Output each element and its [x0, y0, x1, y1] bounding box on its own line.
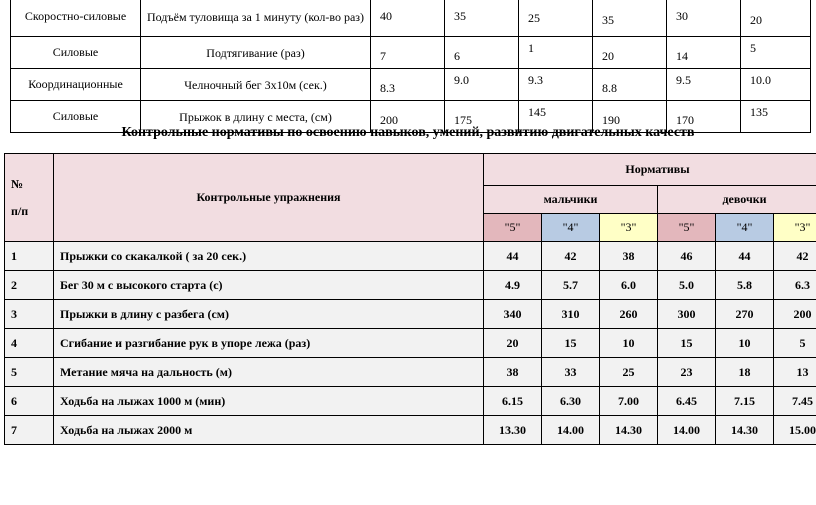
norm-value: 6.30 [542, 387, 600, 416]
exercise-name: Бег 30 м с высокого старта (с) [54, 271, 484, 300]
norm-value: 6.15 [484, 387, 542, 416]
norm-value: 14.00 [542, 416, 600, 445]
value-cell: 200 [371, 105, 445, 137]
norm-value: 13 [774, 358, 816, 387]
exercise-cell: Подтягивание (раз) [141, 37, 371, 69]
header-number-line2: п/п [11, 203, 29, 218]
norm-value: 6.0 [600, 271, 658, 300]
norm-value: 5.7 [542, 271, 600, 300]
norm-value: 15 [542, 329, 600, 358]
norm-value: 20 [484, 329, 542, 358]
category-cell: Силовые [11, 37, 141, 69]
row-number: 6 [5, 387, 54, 416]
value-cell: 5 [741, 33, 811, 65]
norm-value: 260 [600, 300, 658, 329]
row-number: 5 [5, 358, 54, 387]
value-cell: 190 [593, 105, 667, 137]
norm-value: 270 [716, 300, 774, 329]
value-cell: 8.3 [371, 73, 445, 105]
norm-value: 10 [716, 329, 774, 358]
value-cell: 9.5 [667, 65, 741, 97]
top-row [11, 0, 811, 37]
norm-value: 14.30 [716, 416, 774, 445]
top-row [11, 69, 811, 101]
header-number-line1: № [11, 176, 24, 191]
exercise-name: Прыжки в длину с разбега (см) [54, 300, 484, 329]
norm-value: 5 [774, 329, 816, 358]
norm-value: 10 [600, 329, 658, 358]
value-cell: 35 [593, 1, 667, 41]
exercise-cell: Подъём туловища за 1 минуту (кол-во раз) [141, 0, 371, 37]
value-cell: 1 [519, 33, 593, 65]
header-exercise: Контрольные упражнения [54, 154, 484, 242]
top-norms-table [10, 0, 811, 133]
exercise-cell: Прыжок в длину с места, (см) [141, 101, 371, 133]
exercise-name: Метание мяча на дальность (м) [54, 358, 484, 387]
norm-value: 33 [542, 358, 600, 387]
value-cell: 30 [667, 0, 741, 37]
exercise-name: Прыжки со скакалкой ( за 20 сек.) [54, 242, 484, 271]
row-number: 1 [5, 242, 54, 271]
exercise-name: Ходьба на лыжах 1000 м (мин) [54, 387, 484, 416]
grade-boys-3: "3" [600, 214, 658, 242]
table-row [5, 387, 816, 416]
norm-value: 18 [716, 358, 774, 387]
value-cell: 8.8 [593, 73, 667, 105]
table-row [5, 416, 816, 445]
norm-value: 6.3 [774, 271, 816, 300]
table-row [5, 271, 816, 300]
grade-girls-5: "5" [658, 214, 716, 242]
category-cell: Координационные [11, 69, 141, 101]
value-cell: 10.0 [741, 65, 811, 97]
norm-value: 44 [484, 242, 542, 271]
norm-value: 340 [484, 300, 542, 329]
section-title: Контрольные нормативы по освоению навыков, умений, развитию двигательных качеств [121, 125, 695, 140]
norm-value: 14.30 [600, 416, 658, 445]
category-cell: Скоростно-силовые [11, 0, 141, 37]
grade-girls-4: "4" [716, 214, 774, 242]
value-cell: 135 [741, 97, 811, 129]
norm-value: 44 [716, 242, 774, 271]
norm-value: 7.15 [716, 387, 774, 416]
norm-value: 310 [542, 300, 600, 329]
value-cell: 6 [445, 41, 519, 73]
norm-value: 38 [600, 242, 658, 271]
row-number: 4 [5, 329, 54, 358]
value-cell: 9.0 [445, 65, 519, 97]
value-cell: 40 [371, 0, 445, 37]
exercise-cell: Челночный бег 3х10м (сек.) [141, 69, 371, 101]
table-row [5, 242, 816, 271]
grade-girls-3: "3" [774, 214, 816, 242]
row-number: 3 [5, 300, 54, 329]
norm-value: 5.8 [716, 271, 774, 300]
norm-value: 46 [658, 242, 716, 271]
norm-value: 15 [658, 329, 716, 358]
header-norms: Нормативы [484, 154, 816, 186]
grade-boys-4: "4" [542, 214, 600, 242]
value-cell: 35 [445, 0, 519, 37]
value-cell: 25 [519, 0, 593, 39]
norm-value: 200 [774, 300, 816, 329]
table-row [5, 358, 816, 387]
norm-value: 42 [542, 242, 600, 271]
value-cell: 145 [519, 97, 593, 129]
norm-value: 4.9 [484, 271, 542, 300]
table-row [5, 329, 816, 358]
header-girls: девочки [658, 186, 816, 214]
table-row [5, 300, 816, 329]
value-cell: 20 [593, 41, 667, 73]
norm-value: 42 [774, 242, 816, 271]
norm-value: 7.00 [600, 387, 658, 416]
value-cell: 170 [667, 105, 741, 137]
norm-value: 14.00 [658, 416, 716, 445]
exercise-name: Ходьба на лыжах 2000 м [54, 416, 484, 445]
value-cell: 20 [741, 1, 811, 41]
header-number [5, 154, 54, 242]
control-norms-table [4, 153, 816, 445]
norm-value: 38 [484, 358, 542, 387]
norm-value: 6.45 [658, 387, 716, 416]
norm-value: 23 [658, 358, 716, 387]
value-cell: 7 [371, 41, 445, 73]
norm-value: 25 [600, 358, 658, 387]
value-cell: 14 [667, 41, 741, 73]
header-boys: мальчики [484, 186, 658, 214]
norm-value: 300 [658, 300, 716, 329]
exercise-name: Сгибание и разгибание рук в упоре лежа (раз) [54, 329, 484, 358]
norm-value: 13.30 [484, 416, 542, 445]
norm-value: 15.00 [774, 416, 816, 445]
norm-value: 5.0 [658, 271, 716, 300]
row-number: 7 [5, 416, 54, 445]
row-number: 2 [5, 271, 54, 300]
category-cell: Силовые [11, 101, 141, 133]
value-cell: 175 [445, 105, 519, 137]
norm-value: 7.45 [774, 387, 816, 416]
grade-boys-5: "5" [484, 214, 542, 242]
value-cell: 9.3 [519, 65, 593, 97]
